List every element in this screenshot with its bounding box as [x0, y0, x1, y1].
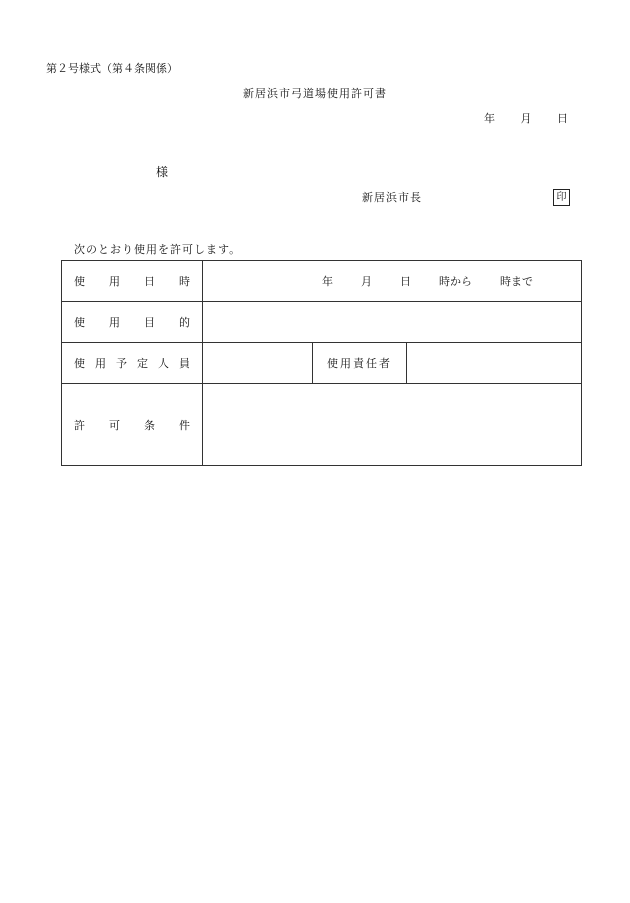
label-char: 使 — [74, 357, 85, 370]
label-char: 可 — [109, 418, 120, 432]
date-year-label: 年 — [484, 112, 495, 125]
label-usage-datetime — [62, 261, 203, 302]
label-char: 条 — [144, 418, 155, 432]
label-char: 件 — [179, 418, 190, 432]
label-char: 人 — [158, 357, 169, 370]
label-usage-purpose — [62, 302, 203, 343]
label-char: 許 — [74, 418, 85, 432]
form-number: 第２号様式（第４条関係） — [46, 62, 178, 75]
label-char: 用 — [109, 316, 120, 329]
intro-text: 次のとおり使用を許可します。 — [74, 243, 242, 256]
label-char: 用 — [95, 357, 106, 370]
label-char: 員 — [179, 357, 190, 370]
date-month-label: 月 — [520, 112, 532, 125]
label-responsible-person: 使用責任者 — [313, 343, 407, 384]
datetime-from-label: 時から — [439, 275, 473, 288]
datetime-until-label: 時まで — [500, 275, 534, 288]
label-permit-conditions — [62, 384, 203, 466]
permit-table — [61, 260, 582, 466]
table-row-usage-datetime — [62, 261, 582, 302]
document-title: 新居浜市弓道場使用許可書 — [243, 87, 387, 100]
responsible-person-field[interactable] — [407, 343, 582, 384]
label-expected-attendees — [62, 343, 203, 384]
label-char: 定 — [137, 357, 148, 370]
table-row-usage-purpose — [62, 302, 582, 343]
label-char: 用 — [109, 275, 120, 288]
datetime-day-label: 日 — [400, 275, 412, 288]
expected-attendees-field[interactable] — [203, 343, 313, 384]
label-char: 予 — [116, 357, 127, 370]
label-char: 使 — [74, 275, 85, 288]
issue-date — [484, 113, 568, 124]
label-char: 時 — [179, 275, 190, 288]
usage-datetime-field[interactable] — [203, 261, 582, 302]
seal-stamp: 印 — [553, 189, 570, 206]
datetime-year-label: 年 — [322, 275, 334, 288]
addressee-honorific: 様 — [156, 165, 169, 179]
usage-purpose-field[interactable] — [203, 302, 582, 343]
label-char: 的 — [179, 316, 190, 329]
label-char: 目 — [144, 316, 155, 329]
permit-conditions-field[interactable] — [203, 384, 582, 466]
label-char: 日 — [144, 275, 155, 288]
table-row-expected-attendees — [62, 343, 582, 384]
issuer-name: 新居浜市長 — [362, 191, 422, 204]
datetime-month-label: 月 — [361, 275, 373, 288]
table-row-permit-conditions — [62, 384, 582, 466]
label-char: 使 — [74, 316, 85, 329]
date-day-label: 日 — [557, 112, 568, 125]
